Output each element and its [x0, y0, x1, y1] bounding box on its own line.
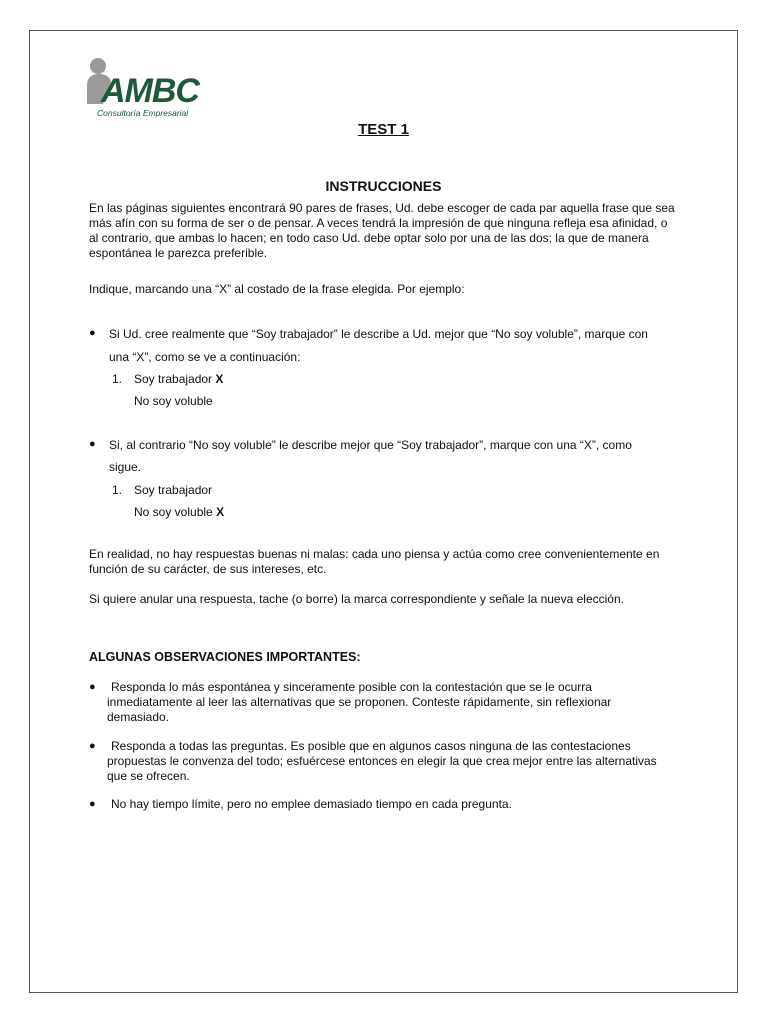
observation-line: Responda a todas las preguntas. Es posible que en algunos casos ninguna de las contestaciones [111, 739, 631, 753]
cancel-text: Si quiere anular una respuesta, tache (o borre) la marca correspondiente y señale la nueva elección. [89, 592, 624, 606]
intro-line: En las páginas siguientes encontrará 90 pares de frases, Ud. debe escoger de cada par aquella frase que sea [89, 201, 675, 215]
bullet-icon: ● [89, 740, 96, 752]
observation-line: demasiado. [107, 710, 170, 724]
observation-line: No hay tiempo límite, pero no emplee demasiado tiempo en cada pregunta. [111, 797, 512, 811]
observation-line: que se ofrecen. [107, 769, 190, 783]
observations-title: ALGUNAS OBSERVACIONES IMPORTANTES: [89, 650, 361, 664]
intro-line: al contrario, que ambas lo hacen; en todo caso Ud. debe optar solo por una de las dos; la que de manera [89, 231, 649, 245]
indicate-text: Indique, marcando una “X” al costado de la frase elegida. Por ejemplo: [89, 282, 465, 296]
example-line: Si, al contrario “No soy voluble” le describe mejor que “Soy trabajador”, marque con una “X”, como [109, 438, 632, 452]
x-mark: X [216, 505, 225, 519]
company-logo [85, 56, 210, 121]
example-number: 1. [112, 372, 123, 386]
example-option [134, 372, 223, 387]
example-option [134, 483, 212, 498]
example-number: 1. [112, 483, 123, 497]
bullet-icon: ● [89, 438, 96, 450]
option-text: Soy trabajador [134, 483, 213, 497]
observation-line: propuestas le convenza del todo; esfuércese entonces en elegir la que crea mejor entre las alternativas [107, 754, 657, 768]
test-title: TEST 1 [358, 121, 409, 138]
intro-line: espontánea le parezca preferible. [89, 246, 268, 260]
x-mark: X [215, 372, 224, 386]
example-line: una “X”, como se ve a continuación: [109, 350, 301, 364]
observation-line: Responda lo más espontánea y sinceramente posible con la contestación que se le ocurra [111, 680, 592, 694]
example-option [134, 505, 224, 520]
bullet-icon: ● [89, 327, 96, 339]
instructions-title: INSTRUCCIONES [325, 178, 442, 194]
reality-line: En realidad, no hay respuestas buenas ni malas: cada uno piensa y actúa como cree convenientemente en [89, 547, 660, 561]
bullet-icon: ● [89, 681, 96, 693]
option-text: No soy voluble [134, 505, 213, 519]
observation-line: inmediatamente al leer las alternativas que se proponen. Conteste rápidamente, sin reflexionar [107, 695, 612, 709]
example-option [134, 394, 213, 409]
reality-line: función de su carácter, de sus intereses, etc. [89, 562, 327, 576]
example-line: sigue. [109, 460, 142, 474]
intro-line: más afín con su forma de ser o de pensar. A veces tendrá la impresión de que ninguna refleja esa afinidad, o [89, 216, 668, 230]
bullet-icon: ● [89, 798, 96, 810]
logo-tagline: Consultoría Empresarial [97, 108, 189, 118]
option-text: No soy voluble [134, 394, 213, 408]
logo-name: AMBC [101, 72, 199, 110]
example-line: Si Ud. cree realmente que “Soy trabajador” le describe a Ud. mejor que “No soy voluble”, marque con [109, 327, 648, 341]
document-page [29, 30, 738, 993]
option-text: Soy trabajador [134, 372, 213, 386]
